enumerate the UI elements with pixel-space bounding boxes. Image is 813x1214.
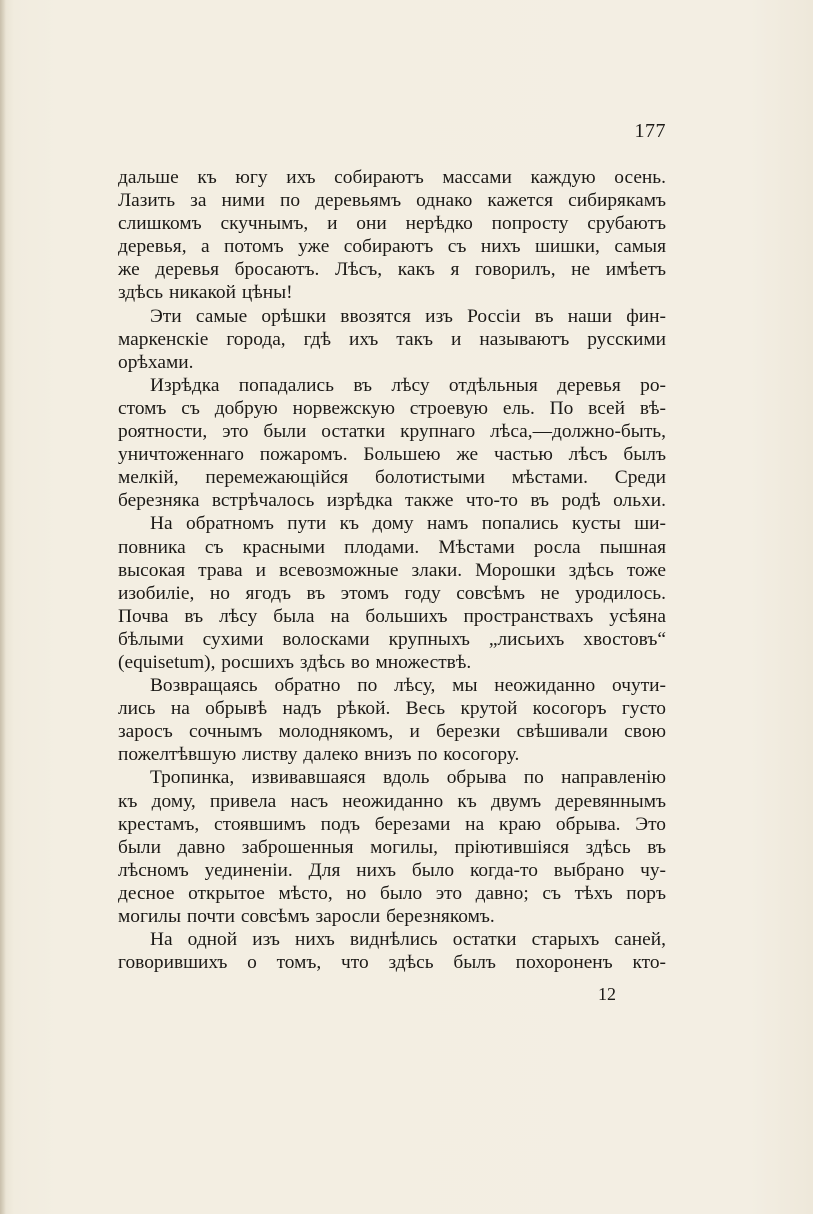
text-line: Тропинка, извивавшаяся вдоль обрыва по направленію	[150, 767, 666, 789]
text-line: лѣсномъ уединеніи. Для нихъ было когда-то выбрано чу-	[118, 859, 666, 881]
text-line: деревья, а потомъ уже собираютъ съ нихъ шишки, самыя	[118, 236, 666, 258]
text-line: На обратномъ пути къ дому намъ попались кусты ши-	[150, 513, 666, 535]
page-number: 177	[634, 120, 666, 142]
text-line: заросъ сочнымъ молоднякомъ, и березки свѣшивали свою	[118, 721, 666, 743]
text-line: изобиліе, но ягодъ въ этомъ году совсѣмъ не уродилось.	[118, 582, 666, 604]
signature-number: 12	[598, 984, 616, 1004]
text-line: Почва въ лѣсу была на большихъ пространствахъ усѣяна	[118, 605, 666, 627]
text-line: Лазить за ними по деревьямъ однако кажется сибирякамъ	[118, 190, 666, 212]
text-line: Возвращаясь обратно по лѣсу, мы неожиданно очути-	[150, 675, 666, 697]
text-line: десное открытое мѣсто, но было это давно; съ тѣхъ поръ	[118, 882, 666, 904]
text-line: здѣсь никакой цѣны!	[118, 282, 293, 304]
text-line: (equisetum), росшихъ здѣсь во множествѣ.	[118, 651, 472, 673]
text-line: На одной изъ нихъ виднѣлись остатки старыхъ саней,	[150, 929, 666, 951]
text-line: стомъ съ добрую норвежскую строевую ель. По всей вѣ-	[118, 397, 666, 419]
body-text	[118, 166, 666, 974]
text-line: же деревья бросаютъ. Лѣсъ, какъ я говорилъ, не имѣетъ	[118, 259, 666, 281]
text-line: говорившихъ о томъ, что здѣсь былъ похороненъ кто-	[118, 952, 666, 974]
text-line: лись на обрывѣ надъ рѣкой. Весь крутой косогоръ густо	[118, 698, 666, 720]
text-line: роятности, это были остатки крупнаго лѣса,—должно-быть,	[118, 421, 666, 443]
text-line: бѣлыми сухими волосками крупныхъ „лисьихъ хвостовъ“	[118, 628, 666, 650]
text-line: къ дому, привела насъ неожиданно къ двумъ деревяннымъ	[118, 790, 666, 812]
text-line: были давно заброшенныя могилы, пріютившіяся здѣсь въ	[118, 836, 666, 858]
text-line: Изрѣдка попадались въ лѣсу отдѣльныя деревья ро-	[150, 374, 666, 396]
text-line: Эти самые орѣшки ввозятся изъ Россіи въ наши фин-	[150, 305, 666, 327]
text-line: орѣхами.	[118, 351, 194, 373]
text-line: дальше къ югу ихъ собираютъ массами каждую осень.	[118, 167, 666, 188]
text-line: маркенскіе города, гдѣ ихъ такъ и называютъ русскими	[118, 328, 666, 350]
text-line: повника съ красными плодами. Мѣстами росла пышная	[118, 536, 666, 558]
binding-shadow	[0, 0, 6, 1214]
text-line: березняка встрѣчалось изрѣдка также что-то въ родѣ ольхи.	[118, 490, 666, 512]
text-line: слишкомъ скучнымъ, и они нерѣдко попросту срубаютъ	[118, 213, 666, 235]
text-line: высокая трава и всевозможные злаки. Морошки здѣсь тоже	[118, 559, 666, 581]
text-line: пожелтѣвшую листву далеко внизъ по косогору.	[118, 744, 520, 766]
text-line: крестамъ, стоявшимъ подъ березами на краю обрыва. Это	[118, 813, 666, 835]
text-line: мелкій, перемежающійся болотистыми мѣстами. Среди	[118, 467, 666, 489]
text-line: уничтоженнаго пожаромъ. Большею же частью лѣсъ былъ	[118, 444, 666, 466]
text-line: могилы почти совсѣмъ заросли березнякомъ.	[118, 906, 495, 927]
